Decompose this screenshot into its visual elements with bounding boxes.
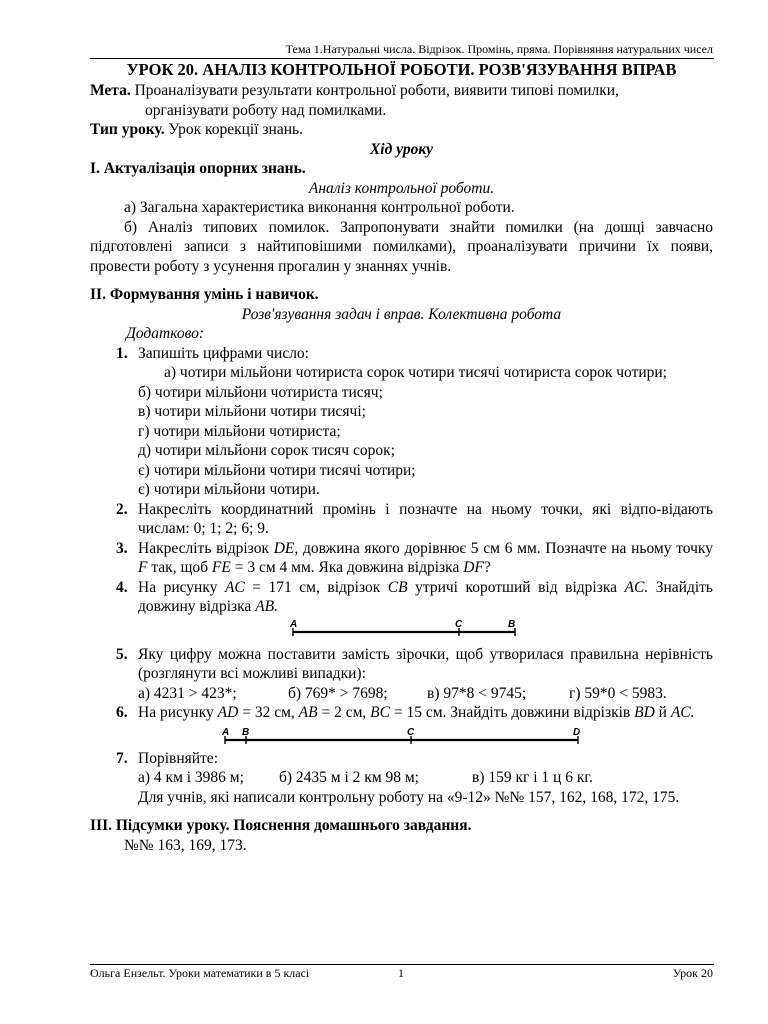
task-6 (90, 703, 713, 723)
task-7-text: Порівняйте: (138, 749, 218, 767)
running-header: Тема 1.Натуральні числа. Відрізок. Промінь, пряма. Порівняння натуральних чисел (285, 42, 713, 56)
task-1-a: а) чотири мільйони чотириста сорок чотири тисячі чотириста сорок чотири; (164, 364, 667, 381)
task-7-note: Для учнів, які написали контрольну роботу на «9-12» №№ 157, 162, 168, 172, 175. (138, 788, 680, 806)
label-c: C (455, 618, 463, 630)
task-5 (90, 645, 713, 684)
task-5-option: в) 97*8 < 9745; (427, 684, 527, 702)
task-7-options (90, 768, 713, 788)
task-7 (90, 749, 713, 769)
footer-lesson: Урок 20 (672, 966, 713, 980)
task-6-text: На рисунку (138, 704, 218, 721)
segment-cb: CB (387, 578, 408, 596)
figure-segment-acb (90, 617, 713, 645)
footer-author: Ольга Ензельт. Уроки математики в 5 класі (90, 966, 310, 980)
goal-label: Мета. (90, 82, 131, 99)
segment-ab: AB. (255, 598, 278, 615)
segment-bc: BC (370, 704, 390, 721)
task-4-number: 4. (116, 578, 128, 596)
section-2-subheading: Розв'язування задач і вправ. Колективна робота (241, 305, 562, 323)
task-1-d: д) чотири мільйони сорок тисяч сорок; (138, 442, 395, 459)
lesson-title: УРОК 20. АНАЛІЗ КОНТРОЛЬНОЇ РОБОТИ. РОЗВ'ЯЗУВАННЯ ВПРАВ (126, 60, 677, 79)
homework: №№ 163, 169, 173. (124, 836, 247, 854)
segment-ac: AC (224, 578, 245, 596)
task-3-text: Накресліть відрізок (138, 539, 274, 557)
task-2-number: 2. (116, 500, 128, 518)
footer-rule (90, 964, 714, 965)
task-1-v: в) чотири мільйони чотири тисячі; (138, 403, 366, 420)
task-2-text: Накресліть координатний промінь і позначте на ньому точки, які відпо-відають числам: 0; 1; 2; 6; 9. (138, 500, 713, 537)
task-4-text: Знайдіть довжину відрізка (138, 578, 713, 615)
segment-fe: FE (211, 559, 231, 576)
task-7-number: 7. (116, 749, 128, 767)
task-6-text: = 2 см, (317, 704, 371, 721)
figure-segment-abcd (90, 723, 713, 749)
section-1-heading: І. Актуалізація опорних знань. (90, 160, 306, 177)
task-4-text: На рисунку (138, 578, 225, 596)
task-1-text: Запишіть цифрами число: (138, 344, 309, 362)
task-5-text: Яку цифру можна поставити замість зірочки, щоб утворилася правильна нерівність (розглянути всі можливі випадки): (138, 645, 713, 682)
task-2 (90, 500, 713, 539)
section-1-item-b: б) Аналіз типових помилок. Запропонувати знайти помилки (на дошці завчасно підготовлені записи з найтиповішими помилками), проаналізувати причини їх появи, провести роботу з усунення прогалин у знаннях учнів. (90, 218, 713, 275)
section-1-subheading: Аналіз контрольної роботи. (308, 179, 495, 197)
course-heading: Хід уроку (369, 140, 434, 158)
label-b: B (242, 726, 250, 738)
task-3 (90, 539, 713, 578)
goal (90, 81, 713, 101)
task-3-text: довжина якого дорівнює 5 см 6 мм. Позначте на ньому точку (298, 539, 713, 557)
task-4 (90, 578, 713, 617)
task-6-text: = 15 см. Знайдіть довжини відрізків (389, 704, 635, 721)
task-3-number: 3. (116, 539, 128, 557)
segment-bd: BD (634, 704, 655, 721)
task-5-options (90, 684, 713, 704)
task-7-option: в) 159 кг і 1 ц 6 кг. (472, 769, 593, 786)
page-number: 1 (398, 966, 404, 980)
label-a: A (290, 618, 298, 630)
segment-ad: AD (217, 704, 239, 721)
lesson-type (90, 120, 713, 140)
task-4-text: = 171 см, відрізок (244, 578, 388, 596)
task-6-text: = 32 см, (238, 704, 299, 721)
goal-text-1: Проаналізувати результати контрольної роботи, виявити типові помилки, (130, 82, 619, 99)
task-3-text: так, щоб (147, 559, 212, 576)
task-1-g: г) чотири мільйони чотириста; (138, 422, 341, 440)
section-3-heading: ІІІ. Підсумки уроку. Пояснення домашнього завдання. (90, 817, 472, 834)
task-4-text: утричі коротший від відрізка (407, 578, 625, 596)
point-f: F (138, 559, 148, 576)
task-5-option: б) 769* > 7698; (288, 684, 388, 702)
label-c: C (407, 726, 415, 738)
task-5-option: а) 4231 > 423*; (138, 684, 237, 702)
task-1-e: є) чотири мільйони чотири тисячі чотири; (138, 461, 416, 479)
goal-text-2: організувати роботу над помилками. (145, 101, 387, 119)
segment-df: DF (463, 559, 484, 576)
task-7-option: а) 4 км і 3986 м; (138, 769, 244, 786)
task-1 (90, 344, 713, 364)
task-5-option: г) 59*0 < 5983. (569, 684, 667, 702)
task-1-number: 1. (116, 344, 128, 362)
segment-de: DE, (273, 539, 299, 557)
task-7-option: б) 2435 м і 2 км 98 м; (279, 769, 419, 786)
segment-ab: AB (298, 704, 318, 721)
label-a: A (222, 726, 230, 738)
label-b: B (508, 618, 516, 630)
task-1-ye: є) чотири мільйони чотири. (138, 481, 320, 498)
extra-label: Додатково: (126, 325, 205, 342)
task-6-number: 6. (116, 704, 128, 721)
segment-ac: AC. (670, 704, 695, 721)
segment-ac: AC. (624, 578, 649, 596)
lesson-content (90, 59, 713, 855)
task-5-number: 5. (116, 645, 128, 663)
task-1-b: б) чотири мільйони чотириста тисяч; (138, 383, 383, 401)
section-1-item-a: а) Загальна характеристика виконання контрольної роботи. (124, 199, 515, 216)
type-label: Тип уроку. (90, 121, 165, 138)
task-3-text: = 3 см 4 мм. Яка довжина відрізка (230, 559, 464, 576)
label-d: D (573, 726, 581, 738)
type-text: Урок корекції знань. (164, 121, 303, 138)
section-2-heading: ІІ. Формування умінь і навичок. (90, 286, 319, 303)
task-3-text: ? (483, 559, 491, 576)
task-6-text: й (654, 704, 671, 721)
